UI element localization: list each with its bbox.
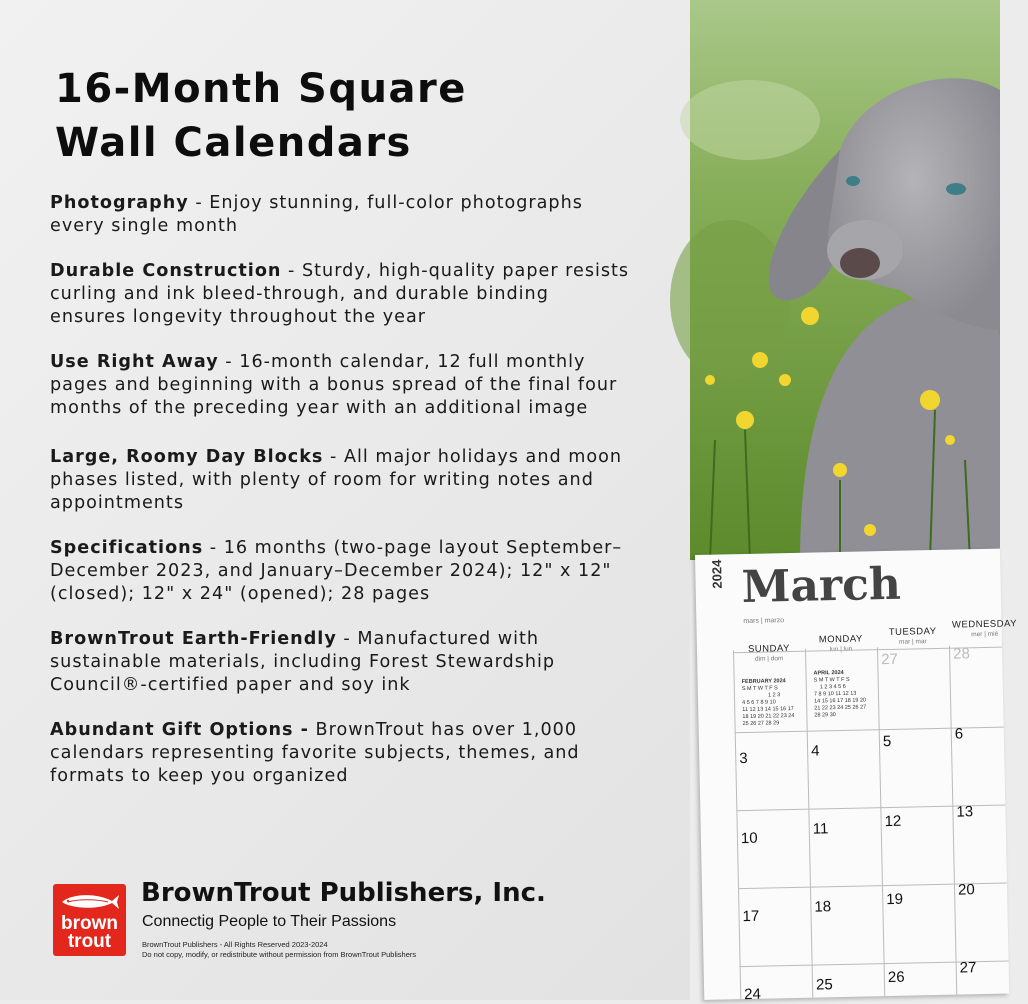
day-number: 6 (954, 725, 964, 743)
feature-day-blocks (50, 446, 630, 515)
feature-text: - 16-month calendar, 12 full monthly pages and beginning with a bonus spread of the final four months of the preceding year with an additional image (50, 352, 618, 418)
logo-text-brown: brown (61, 913, 118, 934)
feature-earth-friendly (50, 628, 630, 697)
feature-title: Use Right Away (50, 352, 219, 372)
day-number: 19 (886, 890, 904, 909)
mini-row: 18 19 20 21 22 23 24 (742, 712, 795, 721)
day-number: 17 (742, 907, 760, 926)
mini-row: 4 5 6 7 8 9 10 (742, 699, 776, 707)
trout-icon (58, 890, 121, 912)
publisher-name: BrownTrout Publishers, Inc. (141, 878, 546, 908)
feature-title: Durable Construction (50, 261, 282, 281)
feature-title: Photography (50, 193, 189, 213)
title-line-1: 16-Month Square (55, 66, 467, 112)
dayhead-sub: dim | dom (754, 655, 784, 663)
feature-photography (50, 192, 630, 238)
day-number: 24 (744, 985, 762, 1004)
calendar-month-sub: mars | marzo (743, 617, 785, 626)
feature-text: - 16 months (two-page layout September–December 2023, and January–December 2024); 12" x 12" (closed); 12" x 24" (opened); 28 pages (50, 538, 623, 604)
feature-text: BrownTrout has over 1,000 calendars representing favorite subjects, themes, and formats to keep you organized (50, 720, 580, 786)
rights-line-2: Do not copy, modify, or redistribute without permission from BrownTrout Publishers (142, 950, 417, 959)
grid-line (735, 727, 1004, 734)
calendar-page (695, 549, 1018, 1004)
mini-calendar-february (742, 678, 795, 728)
mini-title: APRIL 2024 (813, 669, 844, 677)
dayhead-name: WEDNESDAY (951, 618, 1018, 631)
mini-row: S M T W T F S (813, 676, 850, 684)
feature-use-right-away (50, 351, 630, 420)
day-number: 11 (812, 820, 829, 838)
dayhead-name: SUNDAY (747, 643, 791, 655)
feature-text: - Sturdy, high-quality paper resists curling and ink bleed-through, and durable binding ensures longevity throughout the year (50, 261, 630, 327)
dayhead-name: TUESDAY (888, 625, 937, 638)
day-number: 18 (814, 898, 832, 916)
mini-calendar-april (813, 669, 866, 719)
day-number: 25 (815, 976, 833, 994)
day-number: 27 (881, 650, 899, 669)
logo-text-trout: trout (67, 931, 112, 952)
dayhead-sub: mar | mar (898, 638, 927, 646)
mini-row: 7 8 9 10 11 12 13 (813, 690, 857, 698)
day-number: 10 (740, 829, 758, 848)
mini-row: S M T W T F S (741, 685, 778, 693)
browntrout-logo (53, 884, 126, 956)
mini-row: 1 2 3 4 5 6 (819, 683, 846, 691)
feature-text: - Manufactured with sustainable materials, including Forest Stewardship Council®-certified paper and soy ink (50, 629, 556, 695)
feature-text: - All major holidays and moon phases listed, with plenty of room for writing notes and appointments (50, 447, 623, 513)
mini-row: 11 12 13 14 15 16 17 (742, 705, 794, 714)
feature-text: - Enjoy stunning, full-color photographs every single month (50, 193, 583, 236)
rights-line-1: BrownTrout Publishers - All Rights Reserved 2023-2024 (142, 940, 328, 949)
feature-gift-options (50, 719, 630, 788)
publisher-tagline: Connectig People to Their Passions (142, 913, 397, 930)
mini-row: 1 2 3 (767, 692, 781, 699)
day-number: 12 (884, 812, 902, 831)
dayhead-wednesday (948, 618, 1020, 639)
dayhead-tuesday (877, 626, 949, 647)
page-title (55, 62, 615, 170)
dayhead-name: MONDAY (818, 633, 863, 646)
day-number: 5 (882, 732, 892, 751)
day-number: 20 (957, 881, 975, 899)
calendar-year: 2024 (709, 559, 725, 589)
feature-specifications (50, 537, 630, 606)
grid-line (733, 650, 741, 999)
day-number: 26 (887, 968, 905, 987)
mini-row: 25 26 27 28 29 (742, 720, 780, 728)
day-number: 28 (952, 645, 970, 663)
day-number: 3 (739, 749, 748, 768)
feature-list (50, 192, 630, 810)
feature-title: BrownTrout Earth-Friendly (50, 629, 337, 649)
mini-row: 28 29 30 (814, 712, 836, 719)
rights-notice (142, 940, 416, 960)
title-line-2: Wall Calendars (55, 120, 412, 166)
feature-title: Large, Roomy Day Blocks (50, 447, 324, 467)
puppy-photo (690, 0, 1000, 560)
dayhead-sub: mer | mié (971, 630, 999, 639)
feature-title: Specifications (50, 538, 204, 558)
mini-title: FEBRUARY 2024 (741, 678, 786, 686)
calendar-month: March (741, 558, 902, 614)
mini-row: 14 15 16 17 18 19 20 (814, 697, 867, 705)
feature-title: Abundant Gift Options - (50, 720, 309, 740)
day-number: 4 (810, 742, 820, 760)
mini-row: 21 22 23 24 25 26 27 (814, 704, 867, 712)
day-number: 13 (956, 803, 974, 821)
feature-durable (50, 260, 630, 329)
day-number: 27 (959, 959, 977, 977)
